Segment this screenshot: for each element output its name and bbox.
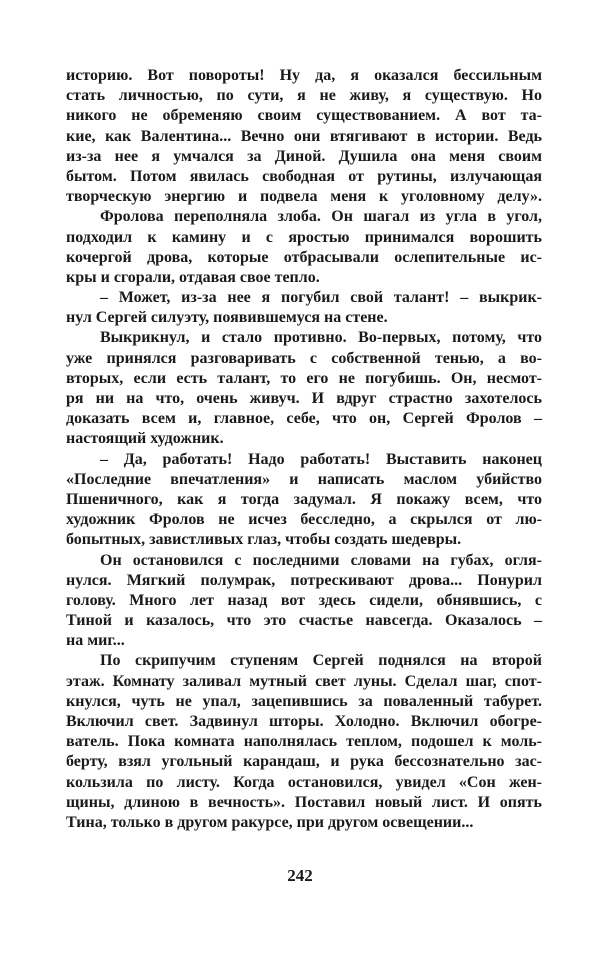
text-line: вторых, если есть талант, то его не погубишь. Он, несмот- <box>66 369 542 387</box>
text-line: Фролова переполняла злоба. Он шагал из угла в угол, <box>100 208 542 226</box>
text-line: кочергой дрова, которые отбрасывали ослепительные ис- <box>66 248 542 266</box>
paragraph <box>66 651 542 833</box>
paragraph <box>66 66 542 207</box>
text-line: историю. Вот повороты! Ну да, я оказался бессильным <box>66 67 542 84</box>
text-line: нулся. Мягкий полумрак, потрескивают дрова... Понурил <box>66 571 542 589</box>
paragraph <box>66 551 542 652</box>
paragraph <box>66 288 542 328</box>
paragraph <box>66 450 542 551</box>
text-line: голову. Много лет назад вот здесь сидели, обнявшись, с <box>66 591 542 609</box>
text-line: Выкрикнул, и стало противно. Во-первых, потому, что <box>100 329 542 347</box>
text-line: художник Фролов не исчез бесследно, а скрылся от лю- <box>66 511 542 529</box>
text-line: этаж. Комнату заливал мутный свет луны. Сделал шаг, спот- <box>66 672 542 690</box>
text-line: на миг... <box>66 632 125 650</box>
text-line: кие, как Валентина... Вечно они втягивают в истории. Ведь <box>66 127 542 145</box>
page-body <box>66 66 542 833</box>
text-line: уже принялся разговаривать с собственной тенью, а во- <box>66 349 542 367</box>
text-line: подходил к камину и с яростью принимался ворошить <box>66 228 542 246</box>
text-line: кры и сгорали, отдавая свое тепло. <box>66 268 320 286</box>
text-line: стать личностью, по сути, я не живу, я существую. Но <box>66 87 542 105</box>
text-line: По скрипучим ступеням Сергей поднялся на второй <box>100 652 542 670</box>
text-line: Он остановился с последними словами на губах, огля- <box>100 551 542 569</box>
text-line: настоящий художник. <box>66 430 224 448</box>
text-line: бытом. Потом явилась свободная от рутины, излучающая <box>66 167 542 185</box>
text-line: никого не обременяю своим существованием. А вот та- <box>66 107 542 125</box>
text-line: бопытных, завистливых глаз, чтобы создать шедевры. <box>66 531 462 549</box>
text-line: ватель. Пока комната наполнялась теплом, подошел к моль- <box>66 733 542 751</box>
text-line: творческую энергию и подвела меня к уголовному делу». <box>66 188 542 206</box>
text-line: ря ни на что, очень живуч. И вдруг страстно захотелось <box>66 390 542 407</box>
paragraph <box>66 328 542 449</box>
text-line: кнулся, чуть не упал, зацепившись за поваленный табурет. <box>66 692 542 710</box>
text-line: Включил свет. Задвинул шторы. Холодно. Включил обогре- <box>66 713 542 730</box>
text-line: Тина, только в другом ракурсе, при другом освещении... <box>66 813 474 831</box>
text-line: нул Сергей силуэту, появившемуся на стене. <box>66 309 388 327</box>
text-line: – Может, из-за нее я погубил свой талант! – выкрик- <box>100 289 542 307</box>
text-line: – Да, работать! Надо работать! Выставить наконец <box>100 450 542 468</box>
text-line: доказать всем и, главное, себе, что он, Сергей Фролов – <box>66 410 542 428</box>
text-line: из-за нее я умчался за Диной. Душила она меня своим <box>66 147 542 165</box>
text-line: кользила по листу. Когда остановился, увидел «Сон жен- <box>66 773 542 791</box>
text-line: щины, длиною в вечность». Поставил новый лист. И опять <box>66 793 542 811</box>
text-line: Пшеничного, как я тогда задумал. Я покажу всем, что <box>66 490 542 508</box>
text-line: Тиной и казалось, что это счастье навсегда. Оказалось – <box>66 612 542 630</box>
paragraph <box>66 207 542 288</box>
page-number: 242 <box>287 866 313 885</box>
text-line: «Последние впечатления» и написать маслом убийство <box>66 470 542 488</box>
text-line: берту, взял угольный карандаш, и рука бессознательно зас- <box>66 753 542 771</box>
